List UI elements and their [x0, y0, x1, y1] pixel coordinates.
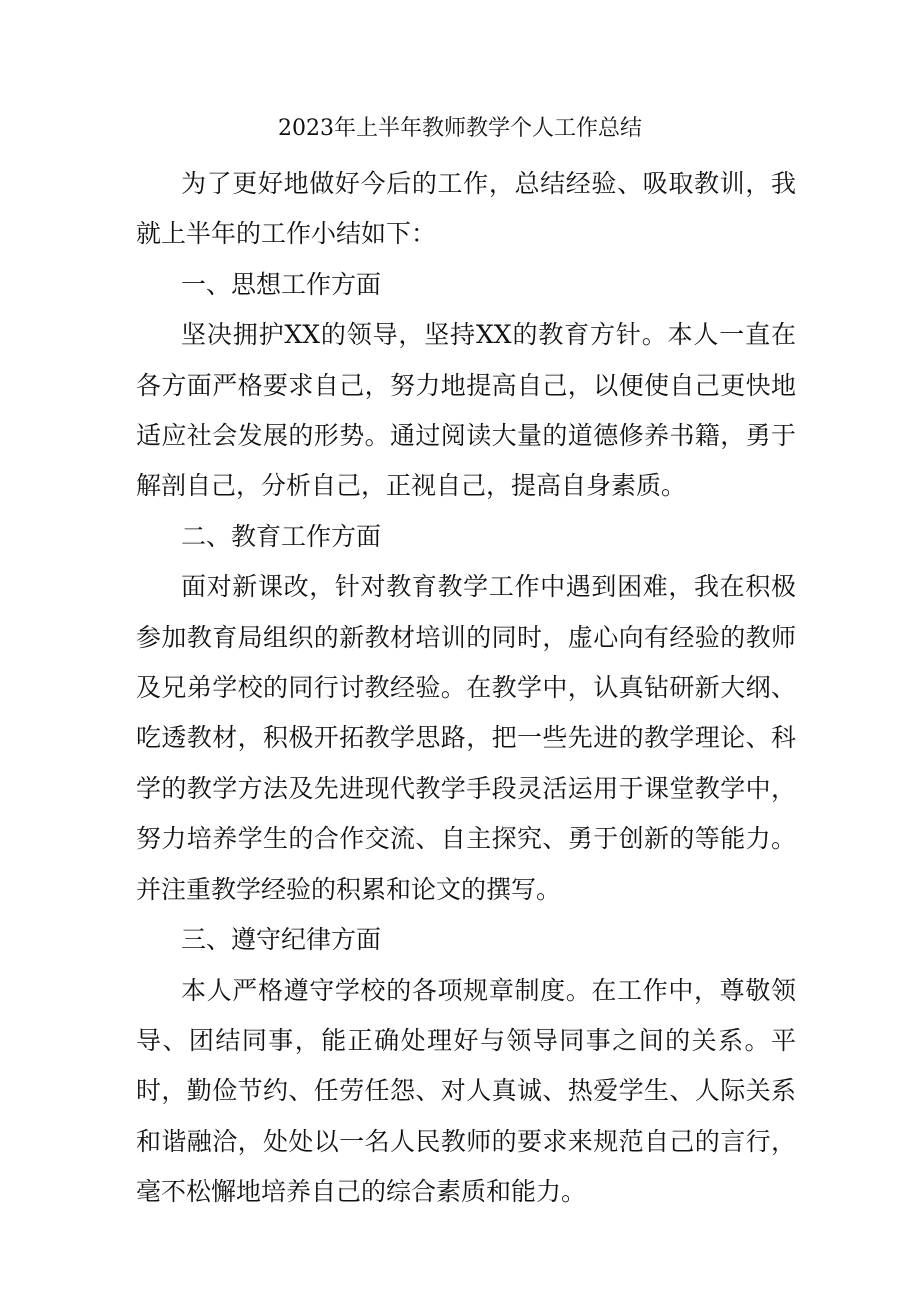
ideology-paragraph: 坚决拥护XX的领导，坚持XX的教育方针。本人一直在各方面严格要求自己，努力地提高自己，以便使自己更快地适应社会发展的形势。通过阅读大量的道德修养书籍，勇于解剖自己，分析自己，正视自己，提高自身素质。 — [136, 320, 796, 501]
document-title: 2023年上半年教师教学个人工作总结 — [278, 116, 642, 141]
education-paragraph: 面对新课改，针对教育教学工作中遇到困难，我在积极参加教育局组织的新教材培训的同时，虚心向有经验的教师及兄弟学校的同行讨教经验。在教学中，认真钻研新大纲、吃透教材，积极开拓教学思路，把一些先进的教学理论、科学的教学方法及先进现代教学手段灵活运用于课堂教学中，努力培养学生的合作交流、自主探究、勇于创新的等能力。并注重教学经验的积累和论文的撰写。 — [136, 572, 796, 904]
section-heading-ideology: 一、思想工作方面 — [181, 269, 382, 299]
document-body — [136, 159, 796, 1218]
section-heading-discipline: 三、遵守纪律方面 — [181, 925, 382, 955]
intro-paragraph: 为了更好地做好今后的工作，总结经验、吸取教训，我就上半年的工作小结如下： — [136, 169, 796, 249]
discipline-paragraph: 本人严格遵守学校的各项规章制度。在工作中，尊敬领导、团结同事，能正确处理好与领导同事之间的关系。平时，勤俭节约、任劳任怨、对人真诚、热爱学生、人际关系和谐融洽，处处以一名人民教师的要求来规范自己的言行，毫不松懈地培养自己的综合素质和能力。 — [136, 975, 796, 1207]
section-heading-education: 二、教育工作方面 — [181, 521, 382, 551]
